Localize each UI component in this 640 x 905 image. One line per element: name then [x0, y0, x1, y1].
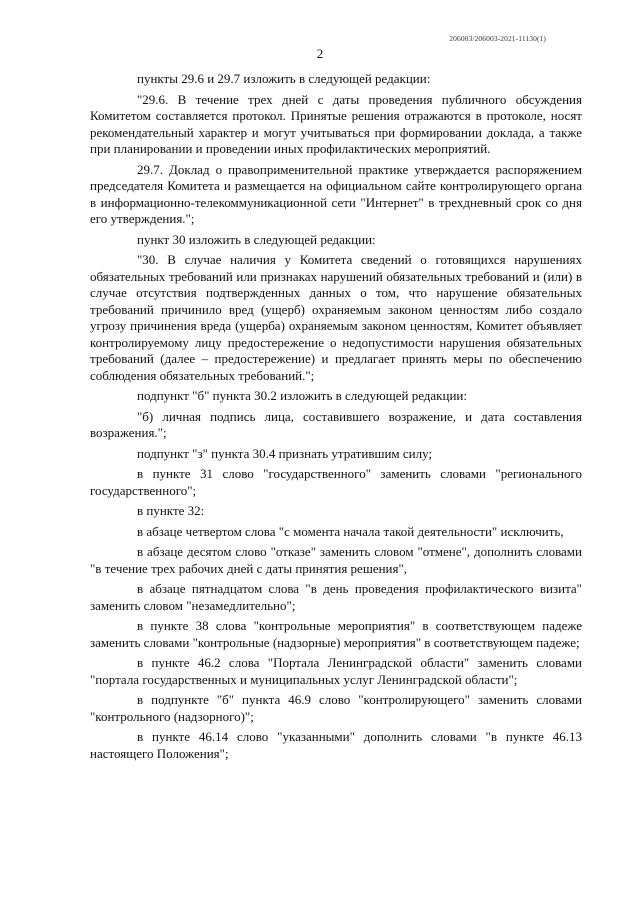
paragraph: в пункте 32: [137, 503, 205, 518]
paragraph: в пункте 46.14 слово "указанными" дополнить словами "в пункте 46.13 настоящего Положения"; [90, 729, 582, 761]
paragraph: 29.7. Доклад о правоприменительной практике утверждается распоряжением председателя Комитета и размещается на официальном сайте контролирующего органа в информационно-телекоммуникационной сети "Интернет" в трехдневный срок со дня его утверждения."; [90, 161, 582, 226]
paragraph: "б) личная подпись лица, составившего возражение, и дата составления возражения."; [90, 408, 582, 440]
paragraph: в пункте 46.2 слова "Портала Ленинградской области" заменить словами "портала государственных и муниципальных услуг Ленинградской области"; [90, 655, 582, 687]
paragraph: в подпункте "б" пункта 46.9 слово "контролирующего" заменить словами "контрольного (надзорного)"; [90, 692, 582, 724]
paragraph: "29.6. В течение трех дней с даты проведения публичного обсуждения Комитетом составляется протокол. Принятые решения отражаются в протоколе, носят рекомендательный характер и могут учитываться при формировании доклада, а также при планировании и проведении иных профилактических мероприятий. [90, 91, 582, 156]
paragraph: "30. В случае наличия у Комитета сведений о готовящихся нарушениях обязательных требований или признаках нарушений обязательных требований и (или) в случае отсутствия подтвержденных данных о том, что нарушение обязательных требований причинило вред (ущерб) охраняемым законом ценностям либо создало угрозу причинения вреда (ущерба) охраняемым законом ценностям, Комитет объявляет контролируемому лицу предостережение о недопустимости нарушения обязательных требований (далее – предостережение) и предлагает принять меры по обеспечению соблюдения обязательных требований."; [90, 252, 582, 383]
paragraph: пункты 29.6 и 29.7 изложить в следующей редакции: [137, 71, 431, 86]
document-body [90, 71, 582, 766]
document-id: 206003/206003-2021-11130(1) [449, 34, 546, 43]
paragraph: в абзаце десятом слово "отказе" заменить словом "отмене", дополнить словами "в течение трех рабочих дней с даты принятия решения", [90, 544, 582, 576]
page-number: 2 [316, 46, 324, 61]
paragraph: подпункт "з" пункта 30.4 признать утратившим силу; [137, 445, 433, 461]
paragraph: пункт 30 изложить в следующей редакции: [137, 231, 376, 247]
paragraph: в абзаце пятнадцатом слова "в день проведения профилактического визита" заменить словом "незамедлительно"; [90, 581, 582, 613]
paragraph: в пункте 38 слова "контрольные мероприятия" в соответствующем падеже заменить словами "контрольные (надзорные) мероприятия" в соответствующем падеже; [90, 618, 582, 650]
paragraph: подпункт "б" пункта 30.2 изложить в следующей редакции: [137, 388, 467, 403]
paragraph: в пункте 31 слово "государственного" заменить словами "регионального государственного"; [90, 466, 582, 498]
paragraph: в абзаце четвертом слова "с момента начала такой деятельности" исключить, [137, 523, 564, 539]
